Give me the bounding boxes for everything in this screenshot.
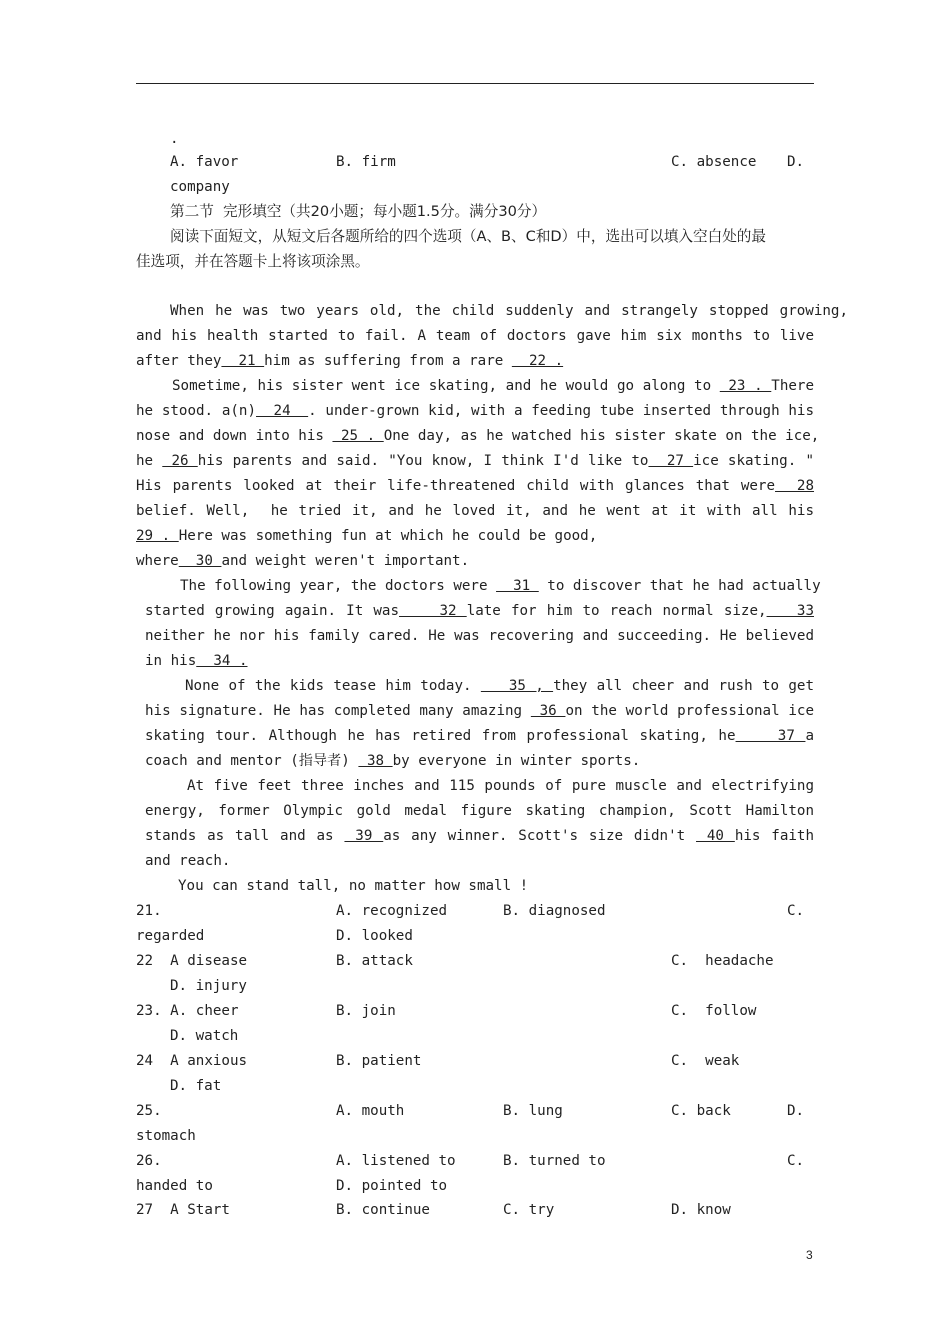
- blank-number: 38: [358, 753, 393, 769]
- question-number: 23. A. cheer: [136, 1003, 239, 1019]
- passage-text: and reach.: [145, 853, 231, 869]
- page-number: 3: [806, 1248, 813, 1262]
- option-d: D. pointed to: [336, 1178, 448, 1194]
- instructions-line-1: 阅读下面短文，从短文后各题所给的四个选项（A、B、C和D）中，选出可以填入空白处的最: [170, 228, 766, 245]
- option-a: A. mouth: [336, 1103, 405, 1119]
- option-c: C. follow: [671, 1003, 757, 1019]
- option-d: D. looked: [336, 928, 413, 944]
- passage-line: [170, 302, 848, 320]
- passage-line: [136, 402, 814, 420]
- passage-line: [180, 577, 821, 595]
- passage-line: [145, 652, 248, 670]
- blank-number: 22 .: [511, 353, 564, 369]
- blank-number: 35 ,: [480, 678, 554, 694]
- passage-text: belief. Well, he tried it, and he loved it, and he went at it with all his: [136, 503, 814, 519]
- passage-line: [145, 802, 814, 820]
- passage-line: [145, 727, 814, 745]
- passage-line: [136, 327, 814, 345]
- blank-number: 39: [344, 828, 384, 844]
- blank-number: 36: [530, 703, 566, 719]
- blank-number: 26: [162, 453, 198, 469]
- passage-line: [178, 877, 528, 895]
- blank-number: 31: [496, 578, 539, 594]
- passage-line: [145, 702, 814, 720]
- q20-option-b: B. firm: [336, 154, 396, 170]
- passage-text: in his: [145, 653, 197, 669]
- blank-number: 37: [735, 728, 806, 744]
- passage-text: he stood. a(n): [136, 403, 257, 419]
- passage-text: as any winner. Scott's size didn't: [383, 828, 697, 844]
- question-number: 26.: [136, 1153, 162, 1169]
- passage-line: [136, 477, 814, 495]
- passage-text: nose and down into his: [136, 428, 333, 444]
- passage-line: [145, 752, 640, 770]
- passage-text: a: [805, 728, 814, 744]
- passage-text: he: [136, 453, 163, 469]
- blank-number: 30: [178, 553, 222, 569]
- passage-text: . under-grown kid, with a feeding tube inserted through his: [308, 403, 814, 419]
- dot: .: [170, 131, 179, 147]
- option-d: D. watch: [170, 1028, 239, 1044]
- blank-number: 24: [256, 403, 309, 419]
- passage-line: [136, 352, 563, 370]
- passage-text: they all cheer and rush to get: [553, 678, 814, 694]
- passage-text: When he was two years old, the child suddenly and strangely stopped growing,: [170, 303, 848, 319]
- section-title: 第二节 完形填空（共20小题；每小题1.5分。满分30分）: [170, 203, 547, 220]
- passage-text: None of the kids tease him today.: [185, 678, 481, 694]
- q20-option-c: C. absence: [671, 154, 757, 170]
- blank-number: 32: [399, 603, 467, 619]
- passage-text: energy, former Olympic gold medal figure skating champion, Scott Hamilton: [145, 803, 814, 819]
- passage-text: after they: [136, 353, 222, 369]
- blank-number: 33: [766, 603, 814, 619]
- option-b: B. join: [336, 1003, 396, 1019]
- option-d: D.: [787, 1103, 805, 1119]
- blank-number: 29 .: [136, 528, 179, 544]
- passage-line: [145, 627, 814, 645]
- blank-number: 23 .: [719, 378, 772, 394]
- option-c: C.: [787, 1153, 805, 1169]
- passage-text: One day, as he watched his sister skate on the ice,: [383, 428, 820, 444]
- passage-text: skating tour. Although he has retired from professional skating, he: [145, 728, 736, 744]
- q20-option-d-cont: company: [170, 179, 230, 195]
- blank-number: 21: [221, 353, 265, 369]
- passage-text: neither he nor his family cared. He was recovering and succeeding. He believed: [145, 628, 814, 644]
- question-number: 25.: [136, 1103, 162, 1119]
- option-b: B. continue: [336, 1202, 430, 1218]
- passage-line: [172, 377, 814, 395]
- blank-number: 27: [648, 453, 694, 469]
- passage-text: Sometime, his sister went ice skating, and he would go along to: [172, 378, 720, 394]
- option-c-cont: regarded: [136, 928, 205, 944]
- passage-text: stands as tall and as: [145, 828, 345, 844]
- blank-number: 34 .: [196, 653, 248, 669]
- passage-text: started growing again. It was: [145, 603, 400, 619]
- passage-line: [136, 552, 469, 570]
- passage-text: You can stand tall, no matter how small !: [178, 878, 529, 894]
- q20-option-a: A. favor: [170, 154, 239, 170]
- passage-text: Here was something fun at which he could be good,: [178, 528, 598, 544]
- passage-line: [136, 527, 597, 545]
- option-c: C.: [787, 903, 805, 919]
- question-number: 24 A anxious: [136, 1053, 248, 1069]
- passage-line: [145, 602, 814, 620]
- option-b: B. patient: [336, 1053, 422, 1069]
- passage-text: ice skating. ": [693, 453, 814, 469]
- option-c: C. try: [503, 1202, 555, 1218]
- blank-number: 28: [775, 478, 815, 494]
- passage-line: [136, 502, 814, 520]
- option-a: A. listened to: [336, 1153, 456, 1169]
- option-d-cont: stomach: [136, 1128, 196, 1144]
- question-number: 22 A disease: [136, 953, 248, 969]
- question-number: 21.: [136, 903, 162, 919]
- passage-line: [145, 852, 230, 870]
- passage-text: where: [136, 553, 179, 569]
- passage-text: by everyone in winter sports.: [392, 753, 641, 769]
- blank-number: 25 .: [332, 428, 384, 444]
- passage-text: and his health started to fail. A team of doctors gave him six months to live: [136, 328, 814, 344]
- option-b: B. diagnosed: [503, 903, 606, 919]
- passage-text: coach and mentor (指导者): [145, 753, 359, 769]
- passage-text: to discover that he had actually: [538, 578, 821, 594]
- option-d: D. injury: [170, 978, 247, 994]
- option-c: C. headache: [671, 953, 774, 969]
- passage-text: At five feet three inches and 115 pounds of pure muscle and electrifying: [187, 778, 814, 794]
- instructions-line-2: 佳选项，并在答题卡上将该项涂黑。: [136, 253, 370, 270]
- question-number: 27 A Start: [136, 1202, 230, 1218]
- passage-text: His parents looked at their life-threatened child with glances that were: [136, 478, 776, 494]
- passage-text: on the world professional ice: [565, 703, 815, 719]
- option-c: C. back: [671, 1103, 731, 1119]
- passage-line: [145, 827, 814, 845]
- blank-number: 40: [696, 828, 735, 844]
- q20-option-d: D.: [787, 154, 805, 170]
- passage-line: [185, 677, 814, 695]
- header-rule: [136, 83, 814, 84]
- option-a: A. recognized: [336, 903, 448, 919]
- option-c-cont: handed to: [136, 1178, 213, 1194]
- option-c: C. weak: [671, 1053, 740, 1069]
- passage-text: late for him to reach normal size,: [466, 603, 767, 619]
- passage-text: and weight weren't important.: [221, 553, 470, 569]
- option-b: B. lung: [503, 1103, 563, 1119]
- passage-text: his parents and said. "You know, I think I'd like to: [197, 453, 649, 469]
- passage-text: his faith: [734, 828, 814, 844]
- option-b: B. attack: [336, 953, 413, 969]
- passage-text: him as suffering from a rare: [264, 353, 512, 369]
- passage-line: [187, 777, 814, 795]
- passage-text: The following year, the doctors were: [180, 578, 497, 594]
- option-b: B. turned to: [503, 1153, 606, 1169]
- passage-text: his signature. He has completed many amazing: [145, 703, 531, 719]
- passage-line: [136, 452, 814, 470]
- passage-text: There: [771, 378, 814, 394]
- passage-line: [136, 427, 820, 445]
- option-d: D. know: [671, 1202, 731, 1218]
- option-d: D. fat: [170, 1078, 222, 1094]
